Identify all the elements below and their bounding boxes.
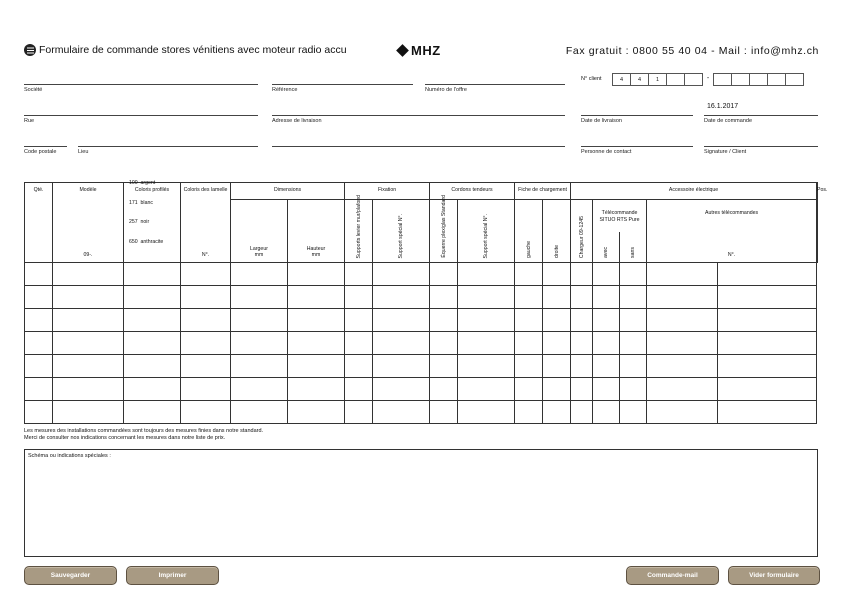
col-gauche-label: gauche <box>525 240 532 258</box>
cell-sans-input[interactable] <box>620 401 647 424</box>
client-digit-box[interactable] <box>786 73 804 86</box>
cell-supports-levier-input[interactable] <box>345 332 373 355</box>
col-telecommande-header <box>593 200 647 263</box>
cell-chargeur-input[interactable] <box>571 378 593 401</box>
cell-supports-levier-input[interactable] <box>345 286 373 309</box>
personne-contact-input[interactable] <box>581 146 693 147</box>
cell-coloris-lamelle-input[interactable] <box>181 332 231 355</box>
table-row <box>25 378 818 401</box>
cell-chargeur-input[interactable] <box>571 309 593 332</box>
cell-largeur-input[interactable] <box>231 309 288 332</box>
col-supports-levier-header <box>345 194 373 263</box>
cell-support-special-input[interactable] <box>373 401 430 424</box>
print-button[interactable]: Imprimer <box>126 566 219 585</box>
col-modele-sub: 09-. <box>83 252 93 258</box>
date-livraison-input[interactable] <box>581 115 693 116</box>
clear-form-button[interactable]: Vider formulaire <box>728 566 820 585</box>
cell-sans-input[interactable] <box>620 309 647 332</box>
cell-droite-input[interactable] <box>543 355 571 378</box>
col-cordons-label: Cordons tendeurs <box>451 187 493 193</box>
cell-support-special2-input[interactable] <box>458 263 515 286</box>
signature-label: Signature / Client <box>704 149 747 155</box>
cell-sans-input[interactable] <box>620 286 647 309</box>
signature-input[interactable] <box>704 146 818 147</box>
cell-supports-levier-input[interactable] <box>345 263 373 286</box>
form-title-text: Formulaire de commande stores vénitiens avec moteur radio accu <box>39 44 347 56</box>
cell-coloris-profiles-input[interactable] <box>124 355 181 378</box>
cell-support-special-input[interactable] <box>373 332 430 355</box>
cell-support-special2-input[interactable] <box>458 378 515 401</box>
cell-hauteur-input[interactable] <box>288 332 345 355</box>
coloris-item: 100 argent <box>129 180 156 186</box>
code-postal-label: Code postale <box>24 149 57 155</box>
col-largeur-unit: mm <box>254 252 264 258</box>
cell-sans-input[interactable] <box>620 332 647 355</box>
schema-label: Schéma ou indications spéciales : <box>28 453 111 459</box>
cell-avec-input[interactable] <box>593 263 620 286</box>
cell-coloris-lamelle-input[interactable] <box>181 378 231 401</box>
cell-autres-input[interactable] <box>647 309 718 332</box>
col-pos-header: Pos. <box>817 187 828 193</box>
cell-modele-input[interactable] <box>53 263 124 286</box>
cell-qte-input[interactable] <box>25 309 53 332</box>
col-supports-levier-label: Supports levier mur/plafond <box>355 194 362 258</box>
cell-pos-input[interactable] <box>718 355 817 378</box>
cell-modele-input[interactable] <box>53 286 124 309</box>
cell-coloris-lamelle-input[interactable] <box>181 286 231 309</box>
cell-chargeur-input[interactable] <box>571 286 593 309</box>
date-commande-input[interactable] <box>704 115 818 116</box>
cell-pos-input[interactable] <box>718 286 817 309</box>
cell-largeur-input[interactable] <box>231 378 288 401</box>
cell-autres-input[interactable] <box>647 286 718 309</box>
col-support-special-label: Support spécial N°. <box>397 213 404 258</box>
cell-qte-input[interactable] <box>25 332 53 355</box>
cell-sans-input[interactable] <box>620 263 647 286</box>
contact-info: Fax gratuit : 0800 55 40 04 - Mail : info@mhz.ch <box>565 45 819 57</box>
col-autres-sub: N°. <box>727 252 736 258</box>
schema-textarea[interactable] <box>24 449 818 557</box>
cell-autres-input[interactable] <box>647 355 718 378</box>
col-sans-label: sans <box>629 247 636 258</box>
cell-support-special-input[interactable] <box>373 378 430 401</box>
cell-qte-input[interactable] <box>25 401 53 424</box>
cell-avec-input[interactable] <box>593 286 620 309</box>
coloris-item: 171 blanc <box>129 199 153 206</box>
cell-hauteur-input[interactable] <box>288 355 345 378</box>
table-row <box>25 309 818 332</box>
client-digit-box[interactable]: 4 <box>631 73 649 86</box>
cell-qte-input[interactable] <box>25 378 53 401</box>
cell-droite-input[interactable] <box>543 332 571 355</box>
col-fiche-label: Fiche de chargement <box>518 187 567 193</box>
societe-label: Société <box>24 87 43 93</box>
col-qte-label: Qté. <box>33 187 44 193</box>
cell-sans-input[interactable] <box>620 378 647 401</box>
cell-modele-input[interactable] <box>53 309 124 332</box>
personne-contact-label: Personne de contact <box>581 149 632 155</box>
cell-support-special2-input[interactable] <box>458 309 515 332</box>
societe-input[interactable] <box>24 84 258 85</box>
cell-support-special2-input[interactable] <box>458 355 515 378</box>
client-number-input[interactable] <box>612 73 804 86</box>
table-row <box>25 286 818 309</box>
col-modele-header <box>53 183 124 263</box>
cell-coloris-profiles-input[interactable] <box>124 332 181 355</box>
order-table <box>24 180 828 424</box>
brand-name: MHZ <box>411 43 441 58</box>
cell-coloris-profiles-input[interactable] <box>124 286 181 309</box>
reference-label: Référence <box>272 87 298 93</box>
col-largeur-label: Largeur <box>250 246 268 252</box>
cell-modele-input[interactable] <box>53 332 124 355</box>
cell-largeur-input[interactable] <box>231 286 288 309</box>
col-support-special-header <box>373 200 430 263</box>
client-digit-box[interactable] <box>732 73 750 86</box>
code-postal-input[interactable] <box>24 146 67 147</box>
client-digit-box[interactable] <box>667 73 685 86</box>
cell-support-special-input[interactable] <box>373 309 430 332</box>
order-mail-button[interactable]: Commande-mail <box>626 566 719 585</box>
cell-qte-input[interactable] <box>25 286 53 309</box>
cell-qte-input[interactable] <box>25 263 53 286</box>
cell-droite-input[interactable] <box>543 263 571 286</box>
cell-droite-input[interactable] <box>543 309 571 332</box>
mhz-round-logo-icon <box>24 44 36 56</box>
adresse-livraison-line2-input[interactable] <box>272 146 565 147</box>
client-digit-box[interactable] <box>713 73 732 86</box>
cell-avec-input[interactable] <box>593 378 620 401</box>
cell-chargeur-input[interactable] <box>571 263 593 286</box>
cell-gauche-input[interactable] <box>515 355 543 378</box>
col-hauteur-unit: mm <box>311 252 321 258</box>
rue-label: Rue <box>24 118 35 124</box>
cell-droite-input[interactable] <box>543 378 571 401</box>
cell-pos-input[interactable] <box>718 401 817 424</box>
col-coloris-lamelle-sub: N°. <box>201 252 210 258</box>
brand-logo <box>398 43 441 58</box>
cell-autres-input[interactable] <box>647 378 718 401</box>
cell-chargeur-input[interactable] <box>571 332 593 355</box>
client-digit-box[interactable] <box>750 73 768 86</box>
cell-avec-input[interactable] <box>593 401 620 424</box>
col-droite-header <box>543 200 571 263</box>
cell-gauche-input[interactable] <box>515 309 543 332</box>
cell-largeur-input[interactable] <box>231 401 288 424</box>
cell-supports-levier-input[interactable] <box>345 378 373 401</box>
cell-hauteur-input[interactable] <box>288 286 345 309</box>
cell-coloris-lamelle-input[interactable] <box>181 263 231 286</box>
table-row <box>25 355 818 378</box>
cell-coloris-lamelle-input[interactable] <box>181 309 231 332</box>
cell-supports-levier-input[interactable] <box>345 355 373 378</box>
cell-support-special-input[interactable] <box>373 286 430 309</box>
numero-offre-input[interactable] <box>425 84 565 85</box>
date-livraison-label: Date de livraison <box>581 118 622 124</box>
col-autres-header <box>647 200 817 263</box>
adresse-livraison-label: Adresse de livraison <box>272 118 322 124</box>
cell-hauteur-input[interactable] <box>288 378 345 401</box>
lieu-input[interactable] <box>78 146 258 147</box>
cell-equerre-input[interactable] <box>430 263 458 286</box>
col-qte-header <box>25 183 53 263</box>
cell-equerre-input[interactable] <box>430 378 458 401</box>
cell-largeur-input[interactable] <box>231 263 288 286</box>
col-largeur-header <box>231 200 288 263</box>
date-commande-value[interactable]: 16.1.2017 <box>707 103 739 110</box>
reference-input[interactable] <box>272 84 413 85</box>
cell-droite-input[interactable] <box>543 401 571 424</box>
cell-largeur-input[interactable] <box>231 332 288 355</box>
cell-support-special-input[interactable] <box>373 355 430 378</box>
cell-pos-input[interactable] <box>718 309 817 332</box>
cell-hauteur-input[interactable] <box>288 263 345 286</box>
coloris-item: 650 anthracite <box>129 238 164 245</box>
col-accessoire-label: Accessoire électrique <box>668 187 719 193</box>
measurement-note-line2: Merci de consulter nos indications concernant les mesures dans notre liste de prix. <box>24 435 226 442</box>
col-autres-label: Autres télécommandes <box>705 210 759 216</box>
col-gauche-header <box>515 200 543 263</box>
cell-gauche-input[interactable] <box>515 378 543 401</box>
cell-avec-input[interactable] <box>593 355 620 378</box>
col-coloris-lamelle-label: Coloris des lamelle <box>183 187 228 193</box>
col-dimensions-label: Dimensions <box>273 187 302 193</box>
cell-avec-input[interactable] <box>593 309 620 332</box>
cell-sans-input[interactable] <box>620 355 647 378</box>
cell-droite-input[interactable] <box>543 286 571 309</box>
table-row <box>25 332 818 355</box>
cell-modele-input[interactable] <box>53 401 124 424</box>
cell-coloris-lamelle-input[interactable] <box>181 401 231 424</box>
cell-equerre-input[interactable] <box>430 355 458 378</box>
col-equerre-label: Équerre plexiglas Standard <box>440 195 447 258</box>
cell-support-special-input[interactable] <box>373 263 430 286</box>
diamond-logo-icon <box>396 44 409 57</box>
cell-equerre-input[interactable] <box>430 309 458 332</box>
cell-modele-input[interactable] <box>53 378 124 401</box>
col-support-special2-header <box>458 200 515 263</box>
col-dimensions-header <box>231 183 345 200</box>
cell-support-special2-input[interactable] <box>458 401 515 424</box>
cell-supports-levier-input[interactable] <box>345 309 373 332</box>
cell-equerre-input[interactable] <box>430 332 458 355</box>
rue-input[interactable] <box>24 115 258 116</box>
col-support-special2-label: Support spécial N°. <box>482 213 489 258</box>
measurement-note-line1: Les mesures des installations commandées sont toujours des mesures finies dans notre standard. <box>24 428 264 434</box>
cell-pos-input[interactable] <box>718 263 817 286</box>
cell-largeur-input[interactable] <box>231 355 288 378</box>
client-digit-box[interactable] <box>685 73 703 86</box>
measurement-note <box>24 428 263 443</box>
table-row <box>25 401 818 424</box>
cell-chargeur-input[interactable] <box>571 401 593 424</box>
col-hauteur-label: Hauteur <box>306 246 326 252</box>
cell-qte-input[interactable] <box>25 355 53 378</box>
col-telecommande-label: Télécommande SITUO RTS Pure <box>599 210 640 223</box>
col-hauteur-header <box>288 200 345 263</box>
cell-avec-input[interactable] <box>593 332 620 355</box>
cell-gauche-input[interactable] <box>515 263 543 286</box>
col-chargeur-label: Chargeur 09-1245 <box>578 215 585 258</box>
cell-chargeur-input[interactable] <box>571 355 593 378</box>
col-modele-label: Modèle <box>79 187 97 193</box>
cell-modele-input[interactable] <box>53 355 124 378</box>
cell-pos-input[interactable] <box>718 332 817 355</box>
cell-coloris-profiles-input[interactable] <box>124 401 181 424</box>
table-row <box>25 263 818 286</box>
form-title <box>24 44 347 56</box>
cell-gauche-input[interactable] <box>515 401 543 424</box>
cell-equerre-input[interactable] <box>430 286 458 309</box>
coloris-item: 257 noir <box>129 219 150 225</box>
cell-supports-levier-input[interactable] <box>345 401 373 424</box>
col-coloris-profiles-label: Coloris profilés <box>134 187 170 193</box>
col-coloris-profiles-header <box>124 180 181 263</box>
cell-coloris-lamelle-input[interactable] <box>181 355 231 378</box>
client-number-label: N° client <box>581 76 602 82</box>
numero-offre-label: Numéro de l'offre <box>425 87 467 93</box>
cell-coloris-profiles-input[interactable] <box>124 309 181 332</box>
cell-equerre-input[interactable] <box>430 401 458 424</box>
cell-autres-input[interactable] <box>647 332 718 355</box>
cell-gauche-input[interactable] <box>515 332 543 355</box>
cell-autres-input[interactable] <box>647 263 718 286</box>
cell-support-special2-input[interactable] <box>458 332 515 355</box>
cell-support-special2-input[interactable] <box>458 286 515 309</box>
cell-hauteur-input[interactable] <box>288 309 345 332</box>
date-commande-label: Date de commande <box>704 118 752 124</box>
col-coloris-lamelle-header <box>181 183 231 263</box>
col-chargeur-header <box>571 200 593 263</box>
lieu-label: Lieu <box>78 149 89 155</box>
cell-hauteur-input[interactable] <box>288 401 345 424</box>
col-fixation-label: Fixation <box>377 187 397 193</box>
cell-pos-input[interactable] <box>718 378 817 401</box>
col-fiche-header <box>515 183 571 200</box>
client-number-dash: - <box>706 75 710 82</box>
cell-gauche-input[interactable] <box>515 286 543 309</box>
adresse-livraison-input[interactable] <box>272 115 565 116</box>
col-accessoire-header <box>571 183 817 200</box>
col-equerre-header <box>430 195 458 263</box>
cell-autres-input[interactable] <box>647 401 718 424</box>
save-button[interactable]: Sauvegarder <box>24 566 117 585</box>
col-avec-label: avec <box>602 247 609 258</box>
client-digit-box[interactable]: 4 <box>612 73 631 86</box>
coloris-list <box>129 167 163 258</box>
col-droite-label: droite <box>553 245 560 258</box>
cell-coloris-profiles-input[interactable] <box>124 378 181 401</box>
client-digit-box[interactable] <box>768 73 786 86</box>
client-digit-box[interactable]: 1 <box>649 73 667 86</box>
cell-coloris-profiles-input[interactable] <box>124 263 181 286</box>
